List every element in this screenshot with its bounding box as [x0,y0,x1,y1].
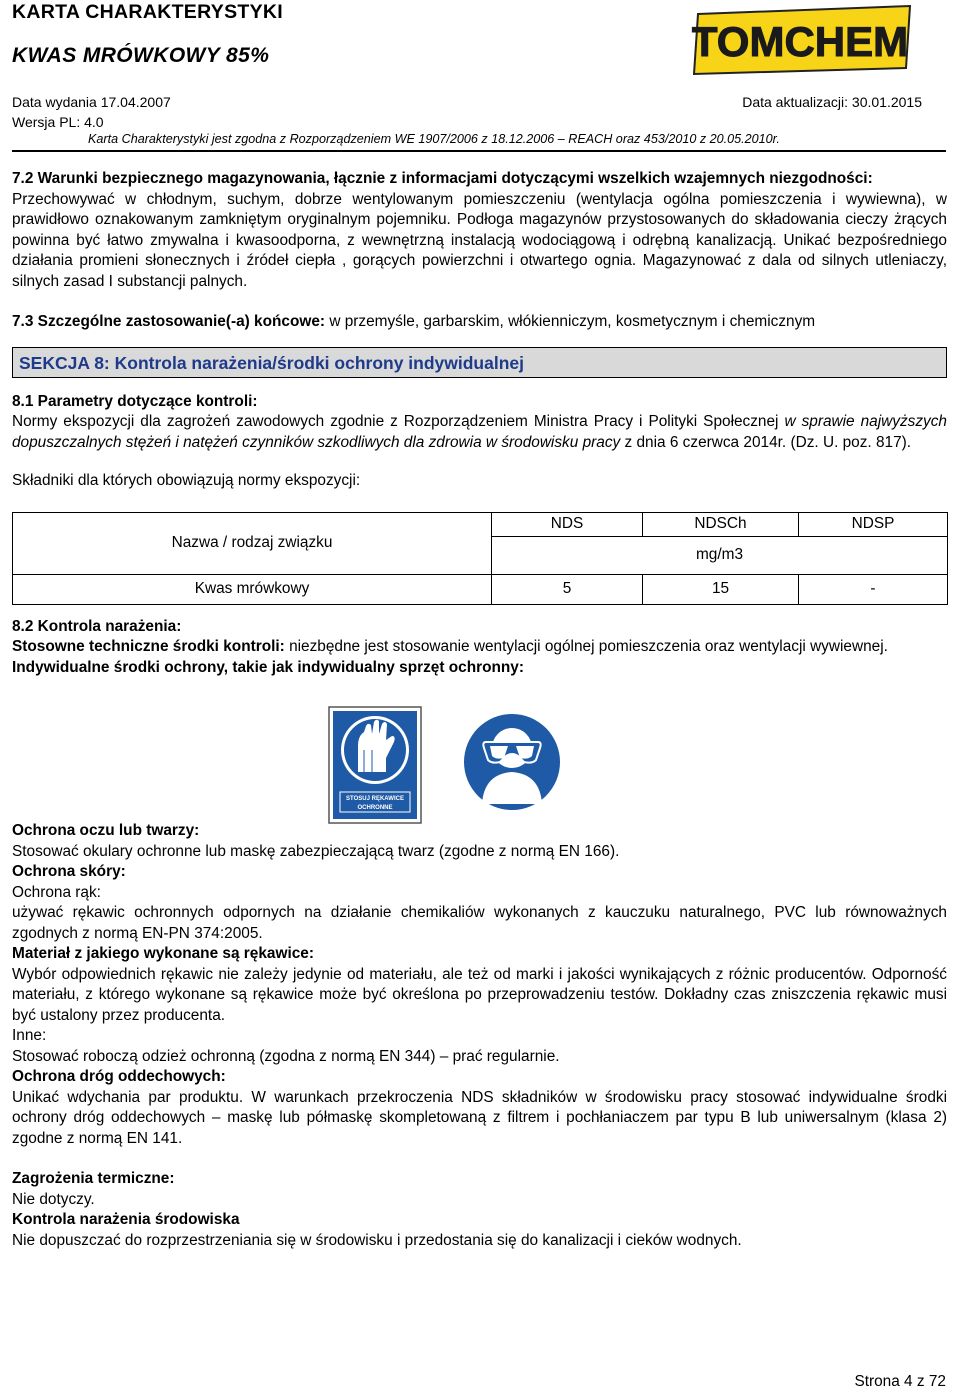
header-divider [12,150,946,152]
s72-body2: Podłoga magazynów przystosowanych do składowania cieczy żrących powinna być łatwo zmywalna i kwasoodporna, z wewnętrzną instalacją wodociągową i odrębną kanalizacją. [12,211,947,249]
other-body: Stosować roboczą odzież ochronną (zgodna z normą EN 344) – prać regularnie. [12,1047,560,1065]
tech-label: Stosowne techniczne środki kontroli: [12,638,285,655]
eye-body: Stosować okulary ochronne lub maskę zabezpieczającą twarz (zgodne z normą EN 166). [12,842,620,860]
thermal-env [12,1169,947,1251]
row-nds: 5 [492,574,643,604]
eye-label: Ochrona oczu lub twarzy: [12,822,200,839]
section-8-heading [12,347,947,378]
s73-num: 7.3 [12,313,34,330]
s81-body-c: z dnia 6 czerwca 2014r. (Dz. U. poz. 817). [620,433,912,451]
exposure-limits-table [12,512,948,605]
section-8-title: SEKCJA 8: Kontrola narażenia/środki ochrony indywidualnej [19,352,525,373]
col-header-ndsch: NDSCh [643,512,799,536]
s73-heading: Szczególne zastosowanie(-a) końcowe: [33,313,326,330]
s72-num: 7.2 [12,170,34,187]
s82-heading: Kontrola narażenia: [33,617,182,635]
s73-body: w przemyśle, garbarskim, włókienniczym, kosmetycznym i chemicznym [325,313,816,330]
main-content [12,169,947,1251]
hands-label: Ochrona rąk: [12,883,101,901]
material-label: Materiał z jakiego wykonane są rękawice: [12,945,314,962]
section-8-1 [12,392,947,454]
row-name: Kwas mrówkowy [13,574,492,604]
env-body: Nie dopuszczać do rozprzestrzeniania się w środowisku i przedostania się do kanalizacji i cieków wodnych. [12,1231,742,1249]
s81-body-a: Normy ekspozycji dla zagrożeń zawodowych zgodnie z Rozporządzeniem Ministra Pracy i Polityki Społecznej [12,413,785,430]
row-ndsp: - [799,574,948,604]
issue-date: Data wydania 17.04.2007 [12,94,171,110]
skin-label: Ochrona skóry: [12,863,126,880]
s72-body1: Przechowywać w chłodnym, suchym, dobrze wentylowanym pomieszczeniu (wentylacja ogólna pomieszczenia i wywiewna), w prawidłowo oznakowanym zamkniętym oryginalnym pojemniku. [12,190,947,228]
ppe-label: Indywidualne środki ochrony, takie jak indywidualny sprzęt ochronny: [12,658,524,676]
row-ndsch: 15 [643,574,799,604]
document-type: KARTA CHARAKTERYSTYKI [12,1,283,23]
hands-body: używać rękawic ochronnych odpornych na działanie chemikaliów wykonanych z kauczuku naturalnego, PVC lub równoważnych zgodnych z normą EN-PN 374:2005. [12,904,947,942]
s81-num: 8.1 [12,392,34,410]
ppe-details [12,821,947,1149]
svg-text:OCHRONNE: OCHRONNE [357,805,393,811]
gloves-sign [328,706,422,824]
s72-heading: Warunki bezpiecznego magazynowania, łącznie z informacjami dotyczącymi wszelkich wzajemnych niezgodności: [33,170,873,187]
resp-label: Ochrona dróg oddechowych: [12,1068,226,1085]
col-header-name: Nazwa / rodzaj związku [13,512,492,574]
page-number: Strona 4 z 72 [854,1373,946,1390]
material-body: Wybór odpowiednich rękawic nie zależy jedynie od materiału, ale też od marki i jakości wynikających z różnic producentów. Odporność materiału, z którego wykonane są rękawice może być określona po przeprowadzeniu testów. Dokładny czas zniszczenia rękawic musi być ustalony przez producenta. [12,965,947,1024]
s72-body3: Unikać bezpośredniego działania promieni słonecznych i źródeł ciepła , gorących powierzchni i otwartego ognia. [12,231,947,269]
logo-text: TOMCHEM [691,18,909,65]
section-8-2 [12,617,947,679]
s81-body-b: w sprawie najwyższych dopuszczalnych stężeń i natężeń czynników szkodliwych dla zdrowia w środowisku pracy [12,413,947,451]
s82-num: 8.2 [12,617,34,635]
svg-text:STOSUJ RĘKAWICE: STOSUJ RĘKAWICE [346,796,404,802]
other-label: Inne: [12,1027,47,1044]
col-header-nds: NDS [492,512,643,536]
version: Wersja PL: 4.0 [12,114,104,130]
s81-heading: Parametry dotyczące kontroli: [33,392,258,410]
thermal-label: Zagrożenia termiczne: [12,1170,175,1187]
col-header-ndsp: NDSP [799,512,948,536]
resp-body: Unikać wdychania par produktu. W warunkach przekroczenia NDS składników w środowisku pracy stosować indywidualne środki ochrony dróg oddechowych – maskę lub półmaskę skompletowaną z filtrem i pochłaniaczem par typu B lub uniwersalnym (klasa 2) zgodne z normą EN 141. [12,1088,947,1147]
product-name: KWAS MRÓWKOWY 85% [12,44,270,67]
unit-cell: mg/m3 [492,536,948,574]
env-label: Kontrola narażenia środowiska [12,1211,240,1228]
components-intro: Składniki dla których obowiązują normy ekspozycji: [12,472,361,489]
thermal-body: Nie dotyczy. [12,1190,95,1208]
update-date: Data aktualizacji: 30.01.2015 [742,94,922,110]
ppe-pictograms [12,690,947,820]
section-7-3 [12,312,947,333]
s72-body4: Magazynować z dala od silnych utleniaczy, silnych zasad I substancji palnych. [12,252,947,290]
compliance-note: Karta Charakterystyki jest zgodna z Rozporządzeniem WE 1907/2006 z 18.12.2006 – REACH oraz 453/2010 z 20.05.2010r. [88,132,780,146]
tech-body: niezbędne jest stosowanie wentylacji ogólnej pomieszczenia oraz wentylacji wywiewnej. [284,638,888,655]
section-7-2 [12,169,947,292]
tomchem-logo [680,2,920,82]
goggles-sign [462,712,562,812]
